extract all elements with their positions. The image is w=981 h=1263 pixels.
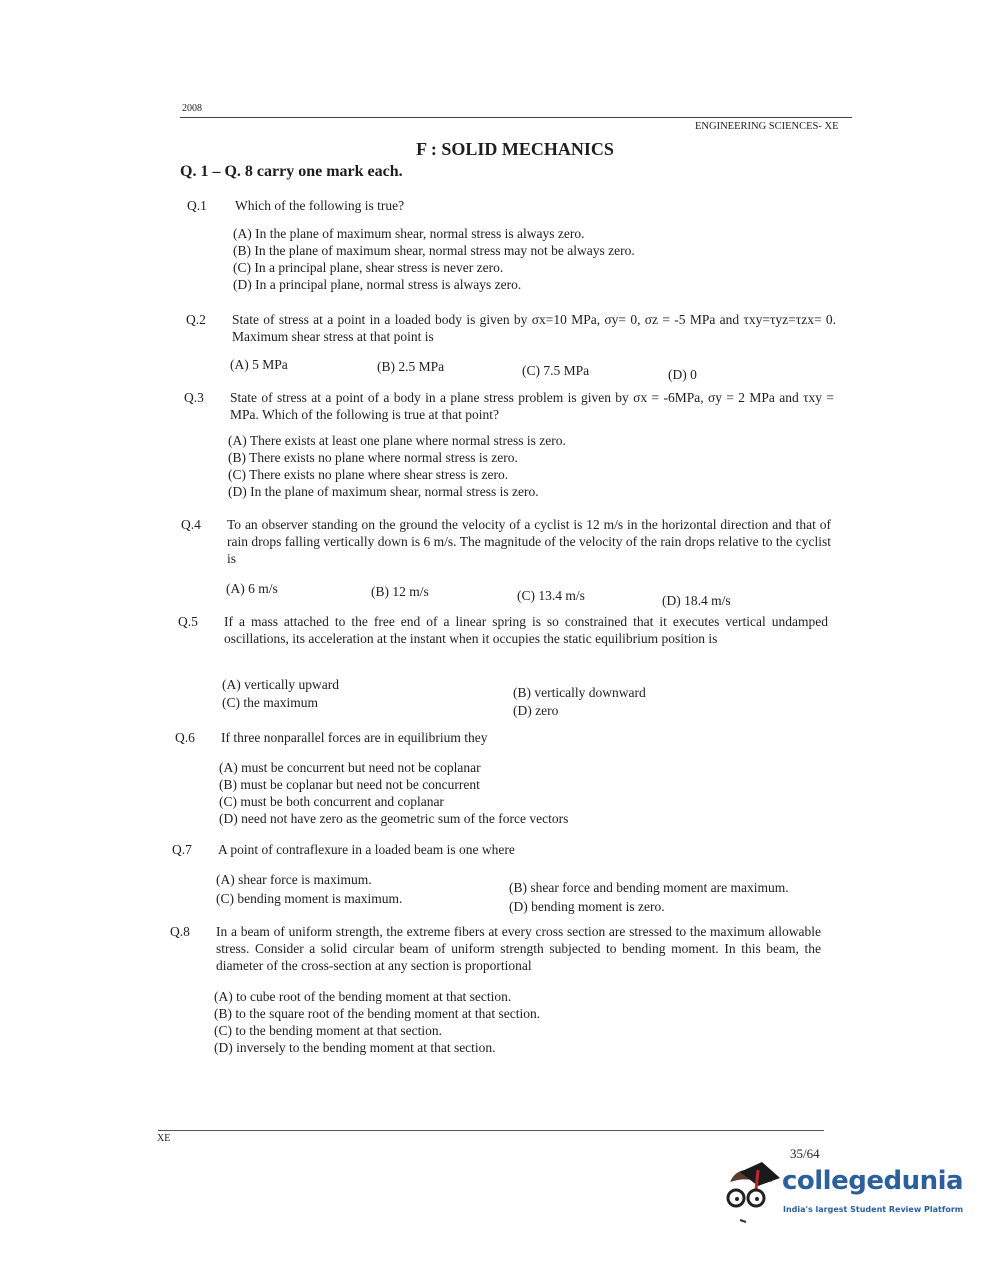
option-a: (A) shear force is maximum. — [216, 872, 372, 887]
section-title: F : SOLID MECHANICS — [416, 139, 614, 159]
question-text: Which of the following is true? — [235, 198, 405, 213]
option-a: (A) There exists at least one plane where normal stress is zero. — [228, 433, 566, 448]
option-a: (A) must be concurrent but need not be coplanar — [219, 760, 481, 775]
options-list — [233, 225, 635, 293]
question-number: Q.3 — [184, 390, 204, 405]
question-number: Q.8 — [170, 924, 190, 939]
header-paper-name: ENGINEERING SCIENCES- XE — [695, 121, 839, 132]
option-d: (D) 0 — [668, 367, 697, 382]
question-number: Q.1 — [187, 198, 207, 213]
option-b: (B) 12 m/s — [371, 584, 429, 599]
mascot-icon — [722, 1160, 782, 1230]
question-number: Q.5 — [178, 614, 198, 629]
logo-tagline: India's largest Student Review Platform — [783, 1205, 964, 1214]
option-b: (B) shear force and bending moment are maximum. — [509, 880, 789, 895]
option-c: (C) must be both concurrent and coplanar — [219, 794, 444, 809]
option-d: (D) inversely to the bending moment at that section. — [214, 1040, 496, 1055]
header-divider — [180, 117, 852, 118]
option-c: (C) the maximum — [222, 695, 318, 710]
header-year: 2008 — [182, 103, 202, 114]
options-list — [219, 759, 568, 827]
option-d: (D) need not have zero as the geometric sum of the force vectors — [219, 811, 569, 826]
option-d: (D) zero — [513, 703, 559, 718]
question-text: State of stress at a point of a body in a plane stress problem is given by σx = -6MPa, σy = 2 MPa and τxy = MPa. Which of the following is true at that point? — [230, 390, 834, 422]
question-text: In a beam of uniform strength, the extreme fibers at every cross section are stressed to the maximum allowable stress. Consider a solid circular beam of uniform strength subjected to bending moment. In this beam, the diameter of the cross-section at any section is proportional — [216, 924, 821, 973]
options-list — [214, 988, 540, 1056]
collegedunia-logo — [722, 1160, 962, 1230]
options-list — [228, 432, 566, 500]
option-c: (C) 13.4 m/s — [517, 588, 585, 603]
option-c: (C) There exists no plane where shear stress is zero. — [228, 467, 509, 482]
footer-code: XE — [157, 1133, 171, 1144]
option-c: (C) 7.5 MPa — [522, 363, 590, 378]
option-a: (A) vertically upward — [222, 677, 339, 692]
option-b: (B) vertically downward — [513, 685, 646, 700]
question-number: Q.6 — [175, 730, 195, 745]
question-number: Q.4 — [181, 517, 201, 532]
option-d: (D) 18.4 m/s — [662, 593, 731, 608]
marks-instruction: Q. 1 – Q. 8 carry one mark each. — [180, 163, 403, 180]
option-c: (C) In a principal plane, shear stress is never zero. — [233, 260, 504, 275]
option-d: (D) In the plane of maximum shear, normal stress is zero. — [228, 484, 539, 499]
logo-text: collegedunia — [782, 1166, 964, 1196]
option-a: (A) 5 MPa — [230, 357, 288, 372]
question-text: If a mass attached to the free end of a linear spring is so constrained that it executes vertical undamped oscillations, its acceleration at the instant when it occupies the static equilibrium position is — [224, 614, 828, 646]
question-text: A point of contraflexure in a loaded beam is one where — [218, 842, 515, 857]
option-b: (B) There exists no plane where normal stress is zero. — [228, 450, 518, 465]
option-b: (B) must be coplanar but need not be concurrent — [219, 777, 480, 792]
option-c: (C) to the bending moment at that section. — [214, 1023, 442, 1038]
page-number: 35/64 — [790, 1146, 820, 1161]
option-b: (B) 2.5 MPa — [377, 359, 445, 374]
option-d: (D) In a principal plane, normal stress is always zero. — [233, 277, 522, 292]
option-a: (A) In the plane of maximum shear, normal stress is always zero. — [233, 226, 585, 241]
option-a: (A) 6 m/s — [226, 581, 278, 596]
option-c: (C) bending moment is maximum. — [216, 891, 403, 906]
option-a: (A) to cube root of the bending moment at that section. — [214, 989, 512, 1004]
option-d: (D) bending moment is zero. — [509, 899, 665, 914]
question-text: If three nonparallel forces are in equilibrium they — [221, 730, 488, 745]
question-text: State of stress at a point in a loaded body is given by σx=10 MPa, σy= 0, σz = -5 MPa and τxy=τyz=τzx= 0. Maximum shear stress at that point is — [232, 312, 836, 344]
option-b: (B) In the plane of maximum shear, normal stress may not be always zero. — [233, 243, 635, 258]
option-b: (B) to the square root of the bending moment at that section. — [214, 1006, 541, 1021]
question-text: To an observer standing on the ground the velocity of a cyclist is 12 m/s in the horizontal direction and that of rain drops falling vertically down is 6 m/s. The magnitude of the velocity of the rain drops relative to the cyclist is — [227, 517, 831, 566]
question-number: Q.2 — [186, 312, 206, 327]
question-number: Q.7 — [172, 842, 192, 857]
footer-divider — [158, 1130, 824, 1131]
